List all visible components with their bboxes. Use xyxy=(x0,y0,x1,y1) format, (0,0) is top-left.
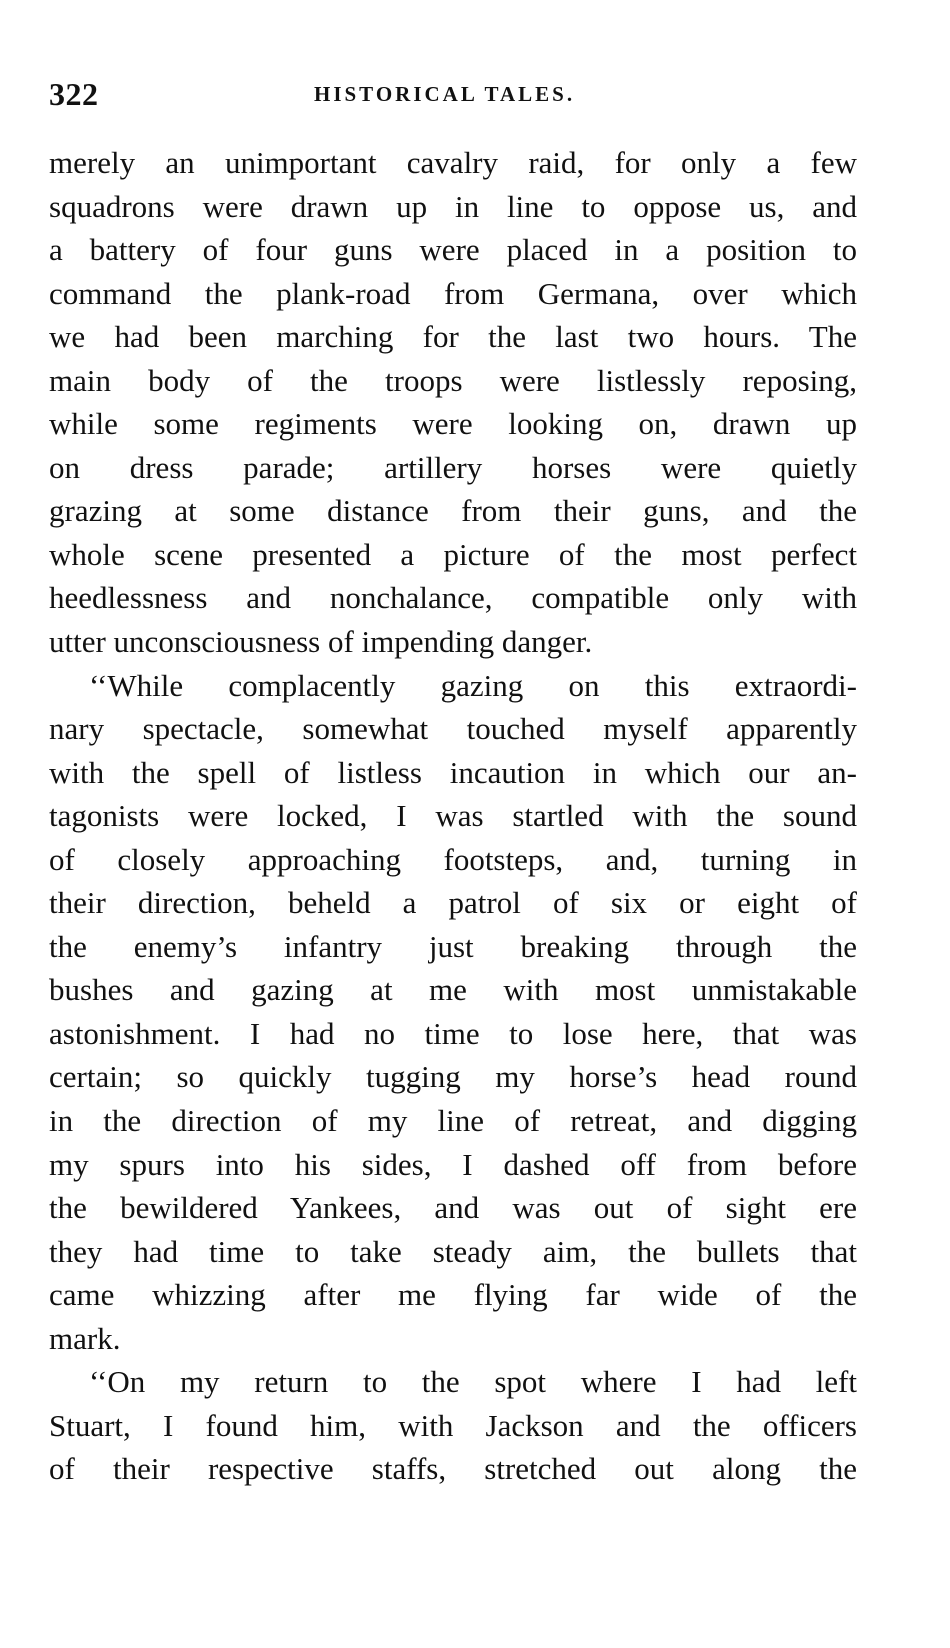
text-line: we had been marching for the last two hours. The xyxy=(49,319,857,355)
text-line: nary spectacle, somewhat touched myself apparently xyxy=(49,711,857,747)
text-line: the enemy’s infantry just breaking through the xyxy=(49,928,857,964)
text-line: certain; so quickly tugging my horse’s head round xyxy=(49,1059,857,1095)
text-line: whole scene presented a picture of the most perfect xyxy=(49,536,857,572)
text-line: they had time to take steady aim, the bullets that xyxy=(49,1233,857,1269)
text-line: the bewildered Yankees, and was out of sight ere xyxy=(49,1190,857,1226)
page-number: 322 xyxy=(49,76,99,112)
text-line: on dress parade; artillery horses were quietly xyxy=(49,449,857,485)
text-line: squadrons were drawn up in line to oppose us, and xyxy=(49,188,857,224)
text-line-paragraph-end: mark. xyxy=(49,1320,121,1356)
running-title: HISTORICAL TALES. xyxy=(314,82,576,106)
text-line: while some regiments were looking on, drawn up xyxy=(49,406,857,442)
text-line-paragraph-start: ‘‘While complacently gazing on this extraordi- xyxy=(89,667,857,703)
text-line-paragraph-end: utter unconsciousness of impending danger. xyxy=(49,624,593,660)
text-line: their direction, beheld a patrol of six or eight of xyxy=(49,885,857,921)
text-line: heedlessness and nonchalance, compatible only with xyxy=(49,580,857,616)
text-line: tagonists were locked, I was startled with the sound xyxy=(49,798,857,834)
text-line: merely an unimportant cavalry raid, for only a few xyxy=(49,145,857,180)
running-header xyxy=(49,72,857,116)
text-line: main body of the troops were listlessly reposing, xyxy=(49,362,857,398)
text-line: a battery of four guns were placed in a position to xyxy=(49,232,857,268)
body-text xyxy=(49,141,857,1491)
text-line: of their respective staffs, stretched out along the xyxy=(49,1451,857,1487)
text-line: bushes and gazing at me with most unmistakable xyxy=(49,972,857,1008)
text-line: came whizzing after me flying far wide of the xyxy=(49,1277,857,1313)
text-line: command the plank-road from Germana, over which xyxy=(49,275,857,311)
text-line: astonishment. I had no time to lose here, that was xyxy=(49,1015,857,1051)
text-line: with the spell of listless incaution in which our an- xyxy=(49,754,857,790)
text-line: grazing at some distance from their guns, and the xyxy=(49,493,857,529)
text-line-paragraph-start: ‘‘On my return to the spot where I had left xyxy=(89,1364,857,1400)
text-line: Stuart, I found him, with Jackson and the officers xyxy=(49,1407,857,1443)
text-line: my spurs into his sides, I dashed off from before xyxy=(49,1146,857,1182)
text-line: in the direction of my line of retreat, and digging xyxy=(49,1103,857,1139)
text-line: of closely approaching footsteps, and, turning in xyxy=(49,841,857,877)
